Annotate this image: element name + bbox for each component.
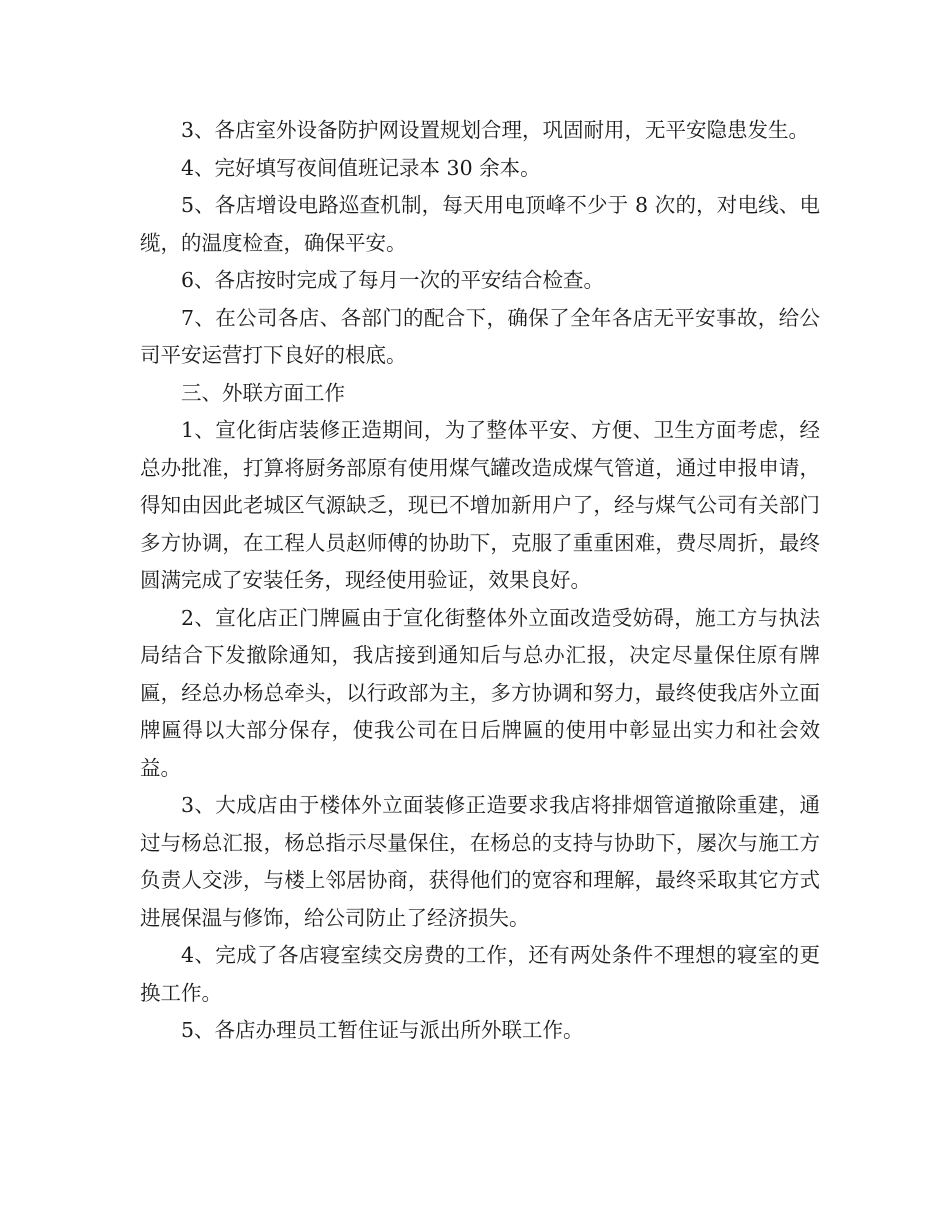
paragraph-external-3-exhaust-pipe: 3、大成店由于楼体外立面装修正造要求我店将排烟管道撤除重建，通过与杨总汇报，杨总指示尽量保住，在杨总的支持与协助下，屡次与施工方负责人交涉，与楼上邻居协商，获得他们的宽容和理解，最终采取其它方式进展保温与修饰，给公司防止了经济损失。	[140, 793, 820, 930]
paragraph-item-3-outdoor-protection: 3、各店室外设备防护网设置规划合理，巩固耐用，无平安隐患发生。	[181, 118, 810, 142]
document-page	[140, 112, 820, 1050]
paragraph-external-5-residence-permit: 5、各店办理员工暂住证与派出所外联工作。	[181, 1018, 584, 1042]
paragraph-external-4-dormitory: 4、完成了各店寝室续交房费的工作，还有两处条件不理想的寝室的更换工作。	[140, 943, 820, 1005]
paragraph-item-7-no-accidents: 7、在公司各店、各部门的配合下，确保了全年各店无平安事故，给公司平安运营打下良好的根底。	[140, 305, 820, 367]
paragraph-item-6-monthly-check: 6、各店按时完成了每月一次的平安结合检查。	[181, 268, 605, 292]
paragraph-item-5-circuit-inspection: 5、各店增设电路巡查机制，每天用电顶峰不少于 8 次的，对电线、电缆，的温度检查，确保平安。	[140, 193, 820, 255]
paragraph-external-2-signboard: 2、宣化店正门牌匾由于宣化街整体外立面改造受妨碍，施工方与执法局结合下发撤除通知，我店接到通知后与总办汇报，决定尽量保住原有牌匾，经总办杨总牵头，以行政部为主，多方协调和努力，最终使我店外立面牌匾得以大部分保存，使我公司在日后牌匾的使用中彰显出实力和社会效益。	[140, 605, 820, 780]
section-heading-external-relations: 三、外联方面工作	[181, 380, 345, 405]
paragraph-external-1-gas-pipeline: 1、宣化街店装修正造期间，为了整体平安、方便、卫生方面考虑，经总办批准，打算将厨务部原有使用煤气罐改造成煤气管道，通过申报申请，得知由因此老城区气源缺乏，现已不增加新用户了，经与煤气公司有关部门多方协调，在工程人员赵师傅的协助下，克服了重重困难，费尽周折，最终圆满完成了安装任务，现经使用验证，效果良好。	[140, 418, 820, 592]
paragraph-item-4-night-duty-log: 4、完好填写夜间值班记录本 30 余本。	[181, 155, 541, 180]
